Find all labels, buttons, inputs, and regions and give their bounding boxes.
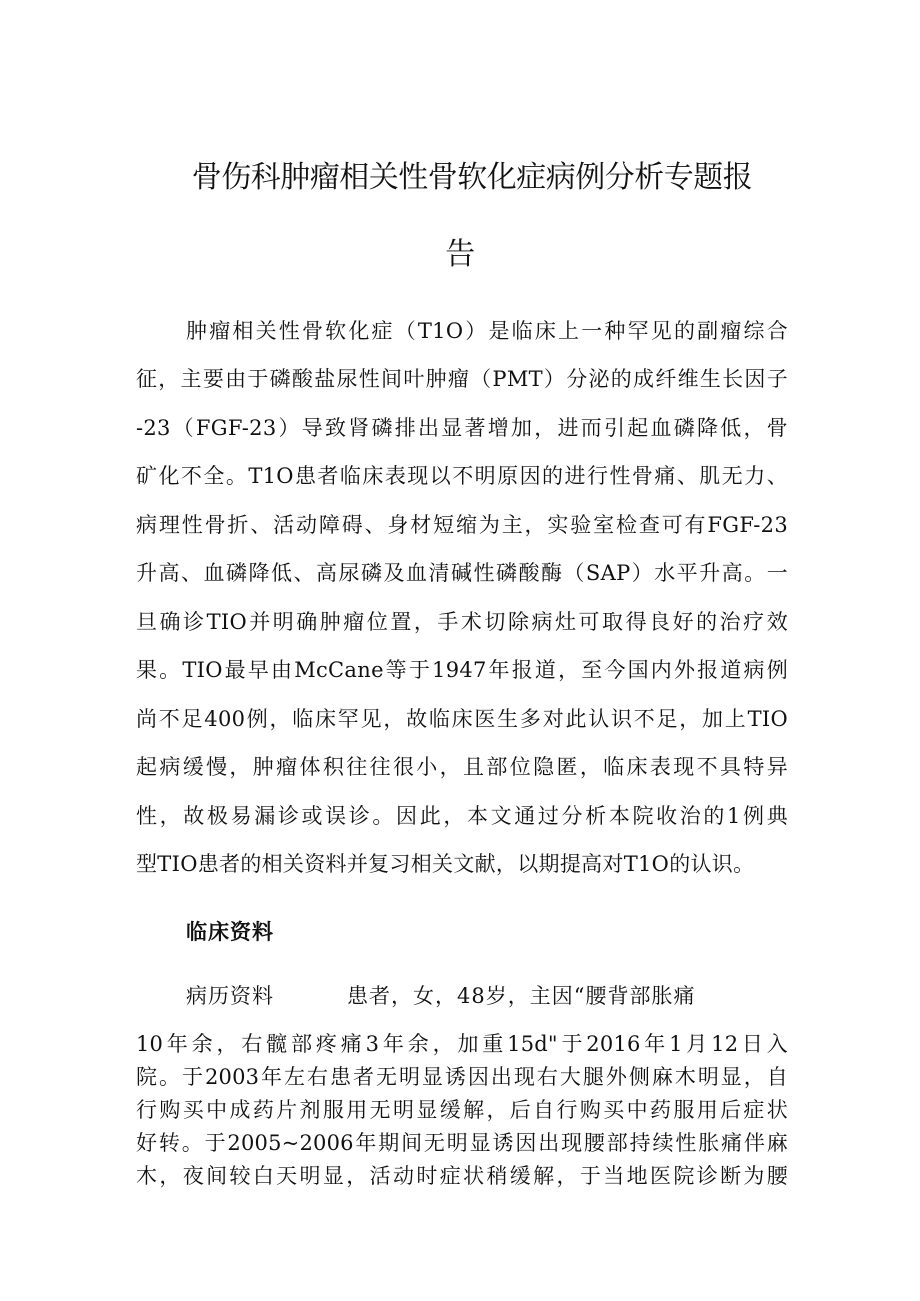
intro-line: 旦确诊TIO并明确肿瘤位置，手术切除病灶可取得良好的治疗效 xyxy=(136,610,788,634)
intro-line: 升高、血磷降低、高尿磷及血清碱性磷酸酶（SAP）水平升高。一 xyxy=(136,561,788,585)
history-line: 木，夜间较白天明显，活动时症状稍缓解，于当地医院诊断为腰 xyxy=(136,1164,788,1188)
intro-line: 果。TIO最早由McCane等于1947年报道，至今国内外报道病例 xyxy=(136,658,788,682)
intro-line: 病理性骨折、活动障碍、身材短缩为主，实验室检查可有FGF-23 xyxy=(136,513,788,537)
document-title-line-2: 告 xyxy=(445,237,475,272)
history-line: 好转。于2005~2006年期间无明显诱因出现腰部持续性胀痛伴麻 xyxy=(136,1131,788,1155)
history-line: 行购买中成药片剂服用无明显缓解，后自行购买中药服用后症状 xyxy=(136,1098,788,1122)
history-label: 病历资料 xyxy=(186,984,274,1008)
intro-line: 征，主要由于磷酸盐尿性间叶肿瘤（PMT）分泌的成纤维生长因子 xyxy=(136,367,788,391)
intro-line: 尚不足400例，临床罕见，故临床医生多对此认识不足，加上TIO xyxy=(136,707,788,731)
intro-line: 肿瘤相关性骨软化症（T1O）是临床上一种罕见的副瘤综合 xyxy=(186,319,788,343)
history-first-line: 患者，女，48岁，主因“腰背部胀痛 xyxy=(347,984,696,1008)
intro-line: 型TIO患者的相关资料并复习相关文献，以期提高对T1O的认识。 xyxy=(136,852,755,876)
intro-line: 性，故极易漏诊或误诊。因此，本文通过分析本院收治的1例典 xyxy=(136,804,788,828)
intro-line: 矿化不全。T1O患者临床表现以不明原因的进行性骨痛、肌无力、 xyxy=(136,464,788,488)
history-line: 10年余，右髋部疼痛3年余，加重15d"于2016年1月12日入 xyxy=(136,1032,788,1056)
section-heading: 临床资料 xyxy=(186,920,274,944)
intro-line: 起病缓慢，肿瘤体积往往很小，且部位隐匿，临床表现不具特异 xyxy=(136,755,788,779)
intro-line: -23（FGF-23）导致肾磷排出显著增加，进而引起血磷降低，骨 xyxy=(136,416,788,440)
document-title-line-1: 骨伤科肿瘤相关性骨软化症病例分析专题报 xyxy=(191,160,753,195)
history-line: 院。于2003年左右患者无明显诱因出现右大腿外侧麻木明显，自 xyxy=(136,1065,788,1089)
